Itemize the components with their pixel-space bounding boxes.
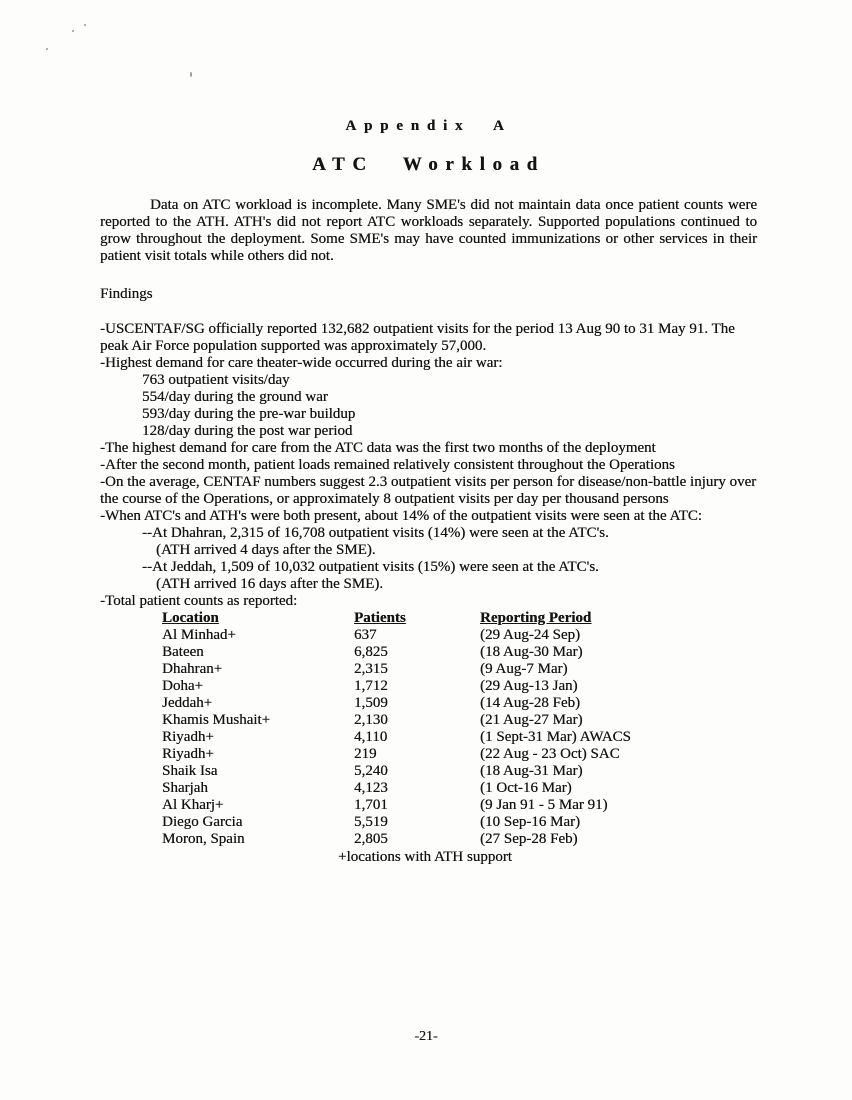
finding-item: -The highest demand for care from the ATC data was the first two months of the deployment [100, 440, 656, 456]
cell-reporting-period: (1 Oct-16 Mar) [480, 780, 572, 796]
table-row [162, 814, 757, 831]
scan-speck [72, 30, 74, 32]
appendix-heading: Appendix A [345, 118, 512, 134]
finding-item: -Total patient counts as reported: [100, 593, 298, 609]
finding-item: 128/day during the post war period [142, 423, 353, 439]
finding-item: --At Dhahran, 2,315 of 16,708 outpatient visits (14%) were seen at the ATC's. [142, 525, 609, 541]
scan-speck [46, 48, 48, 50]
cell-location: Shaik Isa [162, 763, 218, 779]
cell-patients: 5,519 [354, 814, 388, 830]
table-row [162, 831, 757, 848]
cell-patients: 1,509 [354, 695, 388, 711]
cell-location: Dhahran+ [162, 661, 223, 677]
table-row [162, 797, 757, 814]
page-number: -21- [414, 1029, 438, 1044]
page-title: ATC Workload [312, 154, 545, 175]
cell-patients: 6,825 [354, 644, 388, 660]
cell-reporting-period: (22 Aug - 23 Oct) SAC [480, 746, 620, 762]
cell-reporting-period: (9 Jan 91 - 5 Mar 91) [480, 797, 608, 813]
cell-location: Khamis Mushait+ [162, 712, 271, 728]
cell-reporting-period: (21 Aug-27 Mar) [480, 712, 583, 728]
cell-reporting-period: (10 Sep-16 Mar) [480, 814, 580, 830]
cell-reporting-period: (29 Aug-24 Sep) [480, 627, 580, 643]
cell-patients: 2,805 [354, 831, 388, 847]
table-row [162, 644, 757, 661]
cell-reporting-period: (18 Aug-31 Mar) [480, 763, 583, 779]
finding-item: (ATH arrived 4 days after the SME). [156, 542, 376, 558]
cell-location: Doha+ [162, 678, 203, 694]
findings-heading: Findings [100, 286, 153, 302]
scan-speck [190, 72, 192, 77]
cell-location: Moron, Spain [162, 831, 245, 847]
cell-location: Riyadh+ [162, 746, 214, 762]
table-row [162, 678, 757, 695]
finding-item: -Highest demand for care theater-wide occurred during the air war: [100, 355, 503, 371]
table-row [162, 780, 757, 797]
column-header-reporting-period: Reporting Period [480, 610, 592, 626]
table-row [162, 695, 757, 712]
cell-patients: 1,701 [354, 797, 388, 813]
cell-location: Bateen [162, 644, 204, 660]
finding-item: --At Jeddah, 1,509 of 10,032 outpatient visits (15%) were seen at the ATC's. [142, 559, 599, 575]
table-row [162, 746, 757, 763]
cell-location: Jeddah+ [162, 695, 213, 711]
cell-patients: 1,712 [354, 678, 388, 694]
cell-reporting-period: (27 Sep-28 Feb) [480, 831, 578, 847]
cell-patients: 2,130 [354, 712, 388, 728]
finding-item: 593/day during the pre-war buildup [142, 406, 356, 422]
table-header-row [162, 610, 757, 627]
cell-reporting-period: (18 Aug-30 Mar) [480, 644, 583, 660]
cell-reporting-period: (29 Aug-13 Jan) [480, 678, 578, 694]
scan-speck [84, 24, 86, 26]
cell-location: Diego Garcia [162, 814, 243, 830]
cell-patients: 4,123 [354, 780, 388, 796]
cell-reporting-period: (1 Sept-31 Mar) AWACS [480, 729, 631, 745]
finding-item: (ATH arrived 16 days after the SME). [156, 576, 384, 592]
table-row [162, 729, 757, 746]
cell-patients: 219 [354, 746, 377, 762]
cell-patients: 5,240 [354, 763, 388, 779]
finding-item: 554/day during the ground war [142, 389, 328, 405]
intro-paragraph: Data on ATC workload is incomplete. Many SME's did not maintain data once patient counts were reported to the ATH. ATH's did not report ATC workloads separately. Supported populations continued to grow throughout the deployment. Some SME's may have counted immunizations or other services in their patient visit totals while others did not. [100, 197, 757, 264]
finding-item: -When ATC's and ATH's were both present, about 14% of the outpatient visits were seen at the ATC: [100, 508, 702, 524]
finding-item: -After the second month, patient loads remained relatively consistent throughout the Operations [100, 457, 675, 473]
table-row [162, 763, 757, 780]
cell-location: Sharjah [162, 780, 208, 796]
finding-item: -USCENTAF/SG officially reported 132,682 outpatient visits for the period 13 Aug 90 to 31 May 91. The peak Air Force population supported was approximately 57,000. [100, 321, 735, 354]
finding-item: 763 outpatient visits/day [142, 372, 290, 388]
table-body [162, 627, 757, 848]
cell-location: Al Kharj+ [162, 797, 224, 813]
table-row [162, 627, 757, 644]
cell-location: Riyadh+ [162, 729, 214, 745]
table-row [162, 661, 757, 678]
column-header-location: Location [162, 610, 219, 626]
column-header-patients: Patients [354, 610, 406, 626]
findings-list [100, 321, 757, 610]
finding-item: -On the average, CENTAF numbers suggest 2.3 outpatient visits per person for disease/non-battle injury over the course of the Operations, or approximately 8 outpatient visits per day per thousand persons [100, 474, 757, 507]
table-row [162, 712, 757, 729]
patient-count-table [162, 610, 757, 848]
cell-reporting-period: (9 Aug-7 Mar) [480, 661, 568, 677]
cell-patients: 4,110 [354, 729, 388, 745]
cell-location: Al Minhad+ [162, 627, 236, 643]
cell-patients: 637 [354, 627, 377, 643]
cell-patients: 2,315 [354, 661, 388, 677]
table-footnote: +locations with ATH support [338, 849, 512, 865]
cell-reporting-period: (14 Aug-28 Feb) [480, 695, 580, 711]
